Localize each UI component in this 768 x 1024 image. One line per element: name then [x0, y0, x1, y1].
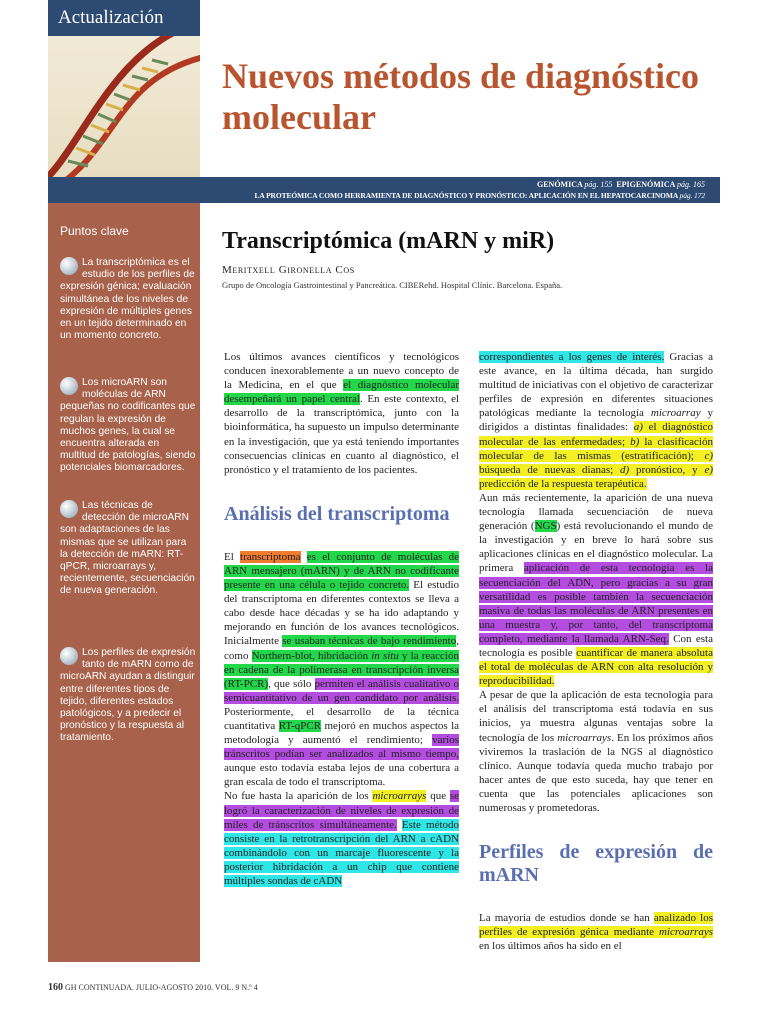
- paragraph: Aun más recientemente, la aparición de una nueva tecnología llamada secuenciación de nueva generación (NGS) está revolucionando el mundo de la investigación y en breve lo hará sobre sus aplicaciones clínicas en el diagnóstico molecular. La primera aplicación de esta tecnología es la secuenciación del ADN, pero gracias a su gran versatilidad es posible también la secuenciación masiva de todas las moléculas de ARN presentes en una muestra y, por tanto, del transcriptoma completo, mediante la llamada ARN-Seq. Con esta tecnología es posible cuantificar de manera absoluta el total de moléculas de ARN con alta resolución y reproducibilidad.: [479, 491, 713, 688]
- paragraph: La mayoría de estudios donde se han analizado los perfiles de expresión génica mediante microarrays en los últimos años ha sido en el: [479, 912, 713, 953]
- key-points-heading: Puntos clave: [60, 224, 129, 238]
- journal-info: GH CONTINUADA. JULIO-AGOSTO 2010. VOL. 9 N.º 4: [65, 983, 258, 992]
- section-heading: Perfiles de expresión de mARN: [479, 841, 713, 887]
- section-heading: Análisis del transcriptoma: [224, 502, 450, 525]
- key-point: La transcriptómica es el estudio de los perfiles de expresión génica; evaluación simultánea de los niveles de expresión de múltiples genes en un tejido determinado en un momento concreto.: [60, 257, 195, 342]
- nav-link-epigenomica[interactable]: EPIGENÓMICA: [616, 180, 675, 189]
- dna-illustration: [48, 36, 200, 177]
- nav-link-proteomica[interactable]: LA PROTEÓMICA COMO HERRAMIENTA DE DIAGNÓSTICO Y PRONÓSTICO: APLICACIÓN EN EL HEPATOCARCINOMA: [254, 191, 678, 200]
- key-point: Las técnicas de detección de microARN son adaptaciones de las mismas que se utilizan para la detección de mARN: RT-qPCR, microarrays y, recientemente, secuenciación de nueva generación.: [60, 500, 195, 597]
- bullet-icon: [60, 500, 78, 518]
- nav-link-epigenomica-page: pág. 165: [677, 180, 705, 189]
- paragraph: No fue hasta la aparición de los microarrays que se logró la caracterización de niveles de expresión de miles de tránscritos simultáneamente. Este método consiste en la retrotranscripción del ARN a cADN combinándolo con un marcaje fluorescente y la posterior hibridación a un chip que contiene múltiples sondas de cADN: [224, 790, 460, 887]
- bullet-icon: [60, 377, 78, 395]
- header-strip: [48, 177, 200, 203]
- key-point: Los microARN son moléculas de ARN pequeñas no codificantes que regulan la expresión de muchos genes, la cual se encuentra alterada en multitud de patologías, siendo potenciales biomarcadores.: [60, 377, 196, 474]
- paragraph: A pesar de que la aplicación de esta tecnología para el análisis del transcriptoma está todavía en sus inicios, ya muestra algunas ventajas sobre la tecnología de los microarrays. En los próximos años viviremos la traslación de la NGS al diagnóstico clínico. Aunque todavía queda mucho trabajo por hacer antes de que esto suceda, hay que tener en cuenta que las potenciales aplicaciones son numerosas y prometedoras.: [479, 689, 713, 814]
- author-name: Meritxell Gironella Cos: [222, 264, 355, 276]
- body-column-right: [479, 350, 713, 953]
- author-affiliation: Grupo de Oncología Gastrointestinal y Pancreática. CIBERehd. Hospital Clínic. Barcelona. España.: [222, 280, 563, 290]
- nav-link-genomica[interactable]: GENÓMICA: [536, 180, 583, 189]
- key-point: Los perfiles de expresión tanto de mARN como de microARN ayudan a distinguir entre diferentes tipos de tejido, diferentes estados patológicos, y a predecir el pronóstico y la respuesta al tratamiento.: [60, 647, 196, 744]
- page-footer: [48, 982, 258, 993]
- section-label: Actualización: [48, 0, 200, 36]
- article-title: Transcriptómica (mARN y miR): [222, 228, 555, 254]
- nav-link-genomica-page: pág. 155: [584, 180, 613, 189]
- related-articles-line2: [200, 189, 705, 202]
- nav-link-proteomica-page: pág. 172: [679, 191, 705, 200]
- page-title: Nuevos métodos de diagnóstico molecular: [222, 56, 700, 137]
- body-column-left: [224, 350, 459, 888]
- bullet-icon: [60, 257, 78, 275]
- key-points-sidebar: [48, 203, 200, 962]
- paragraph: Los últimos avances científicos y tecnológicos conducen inexorablemente a un nuevo concepto de la Medicina, en el que el diagnóstico molecular desempeñará un papel central. En este contexto, el desarrollo de la transcriptómica, junto con la bioinformática, ha supuesto un impulso determinante en la investigación, que ya está teniendo importantes consecuencias clínicas en cuanto al diagnóstico, el pronóstico y el tratamiento de los pacientes.: [224, 351, 460, 476]
- paragraph: correspondientes a los genes de interés. Gracias a este avance, en la última década, han surgido multitud de iniciativas con el objetivo de caracterizar perfiles de expresión en diferentes situaciones patológicas mediante la tecnología microarray y dirigidos a distintas finalidades: a) el diagnóstico molecular de las enfermedades; b) la clasificación molecular de las mismas (estratificación); c) búsqueda de nuevas dianas; d) pronóstico, y e) predicción de la respuesta terapéutica.: [479, 351, 714, 490]
- page-number: 160: [48, 982, 63, 993]
- bullet-icon: [60, 647, 78, 665]
- paragraph: El transcriptoma es el conjunto de moléculas de ARN mensajero (mARN) y de ARN no codificante presente en una célula o tejido concreto. El estudio del transcriptoma en diferentes contextos se lleva a cabo desde hace décadas y se ha ido adaptando y mejorando en función de los avances tecnológicos. Inicialmente se usaban técnicas de bajo rendimiento, como Northern-blot, hibridación in situ y la reacción en cadena de la polimerasa en transcripción inversa (RT-PCR), que sólo permiten el análisis cualitativo o semicuantitativo de un gen candidato por análisis. Posteriormente, el desarrollo de la técnica cuantitativa RT-qPCR mejoró en muchos aspectos la metodología y aumentó el rendimiento; varios tránscritos podían ser analizados al mismo tiempo, aunque esto todavía estaba lejos de una cobertura a gran escala de todo el transcriptoma.: [224, 550, 460, 789]
